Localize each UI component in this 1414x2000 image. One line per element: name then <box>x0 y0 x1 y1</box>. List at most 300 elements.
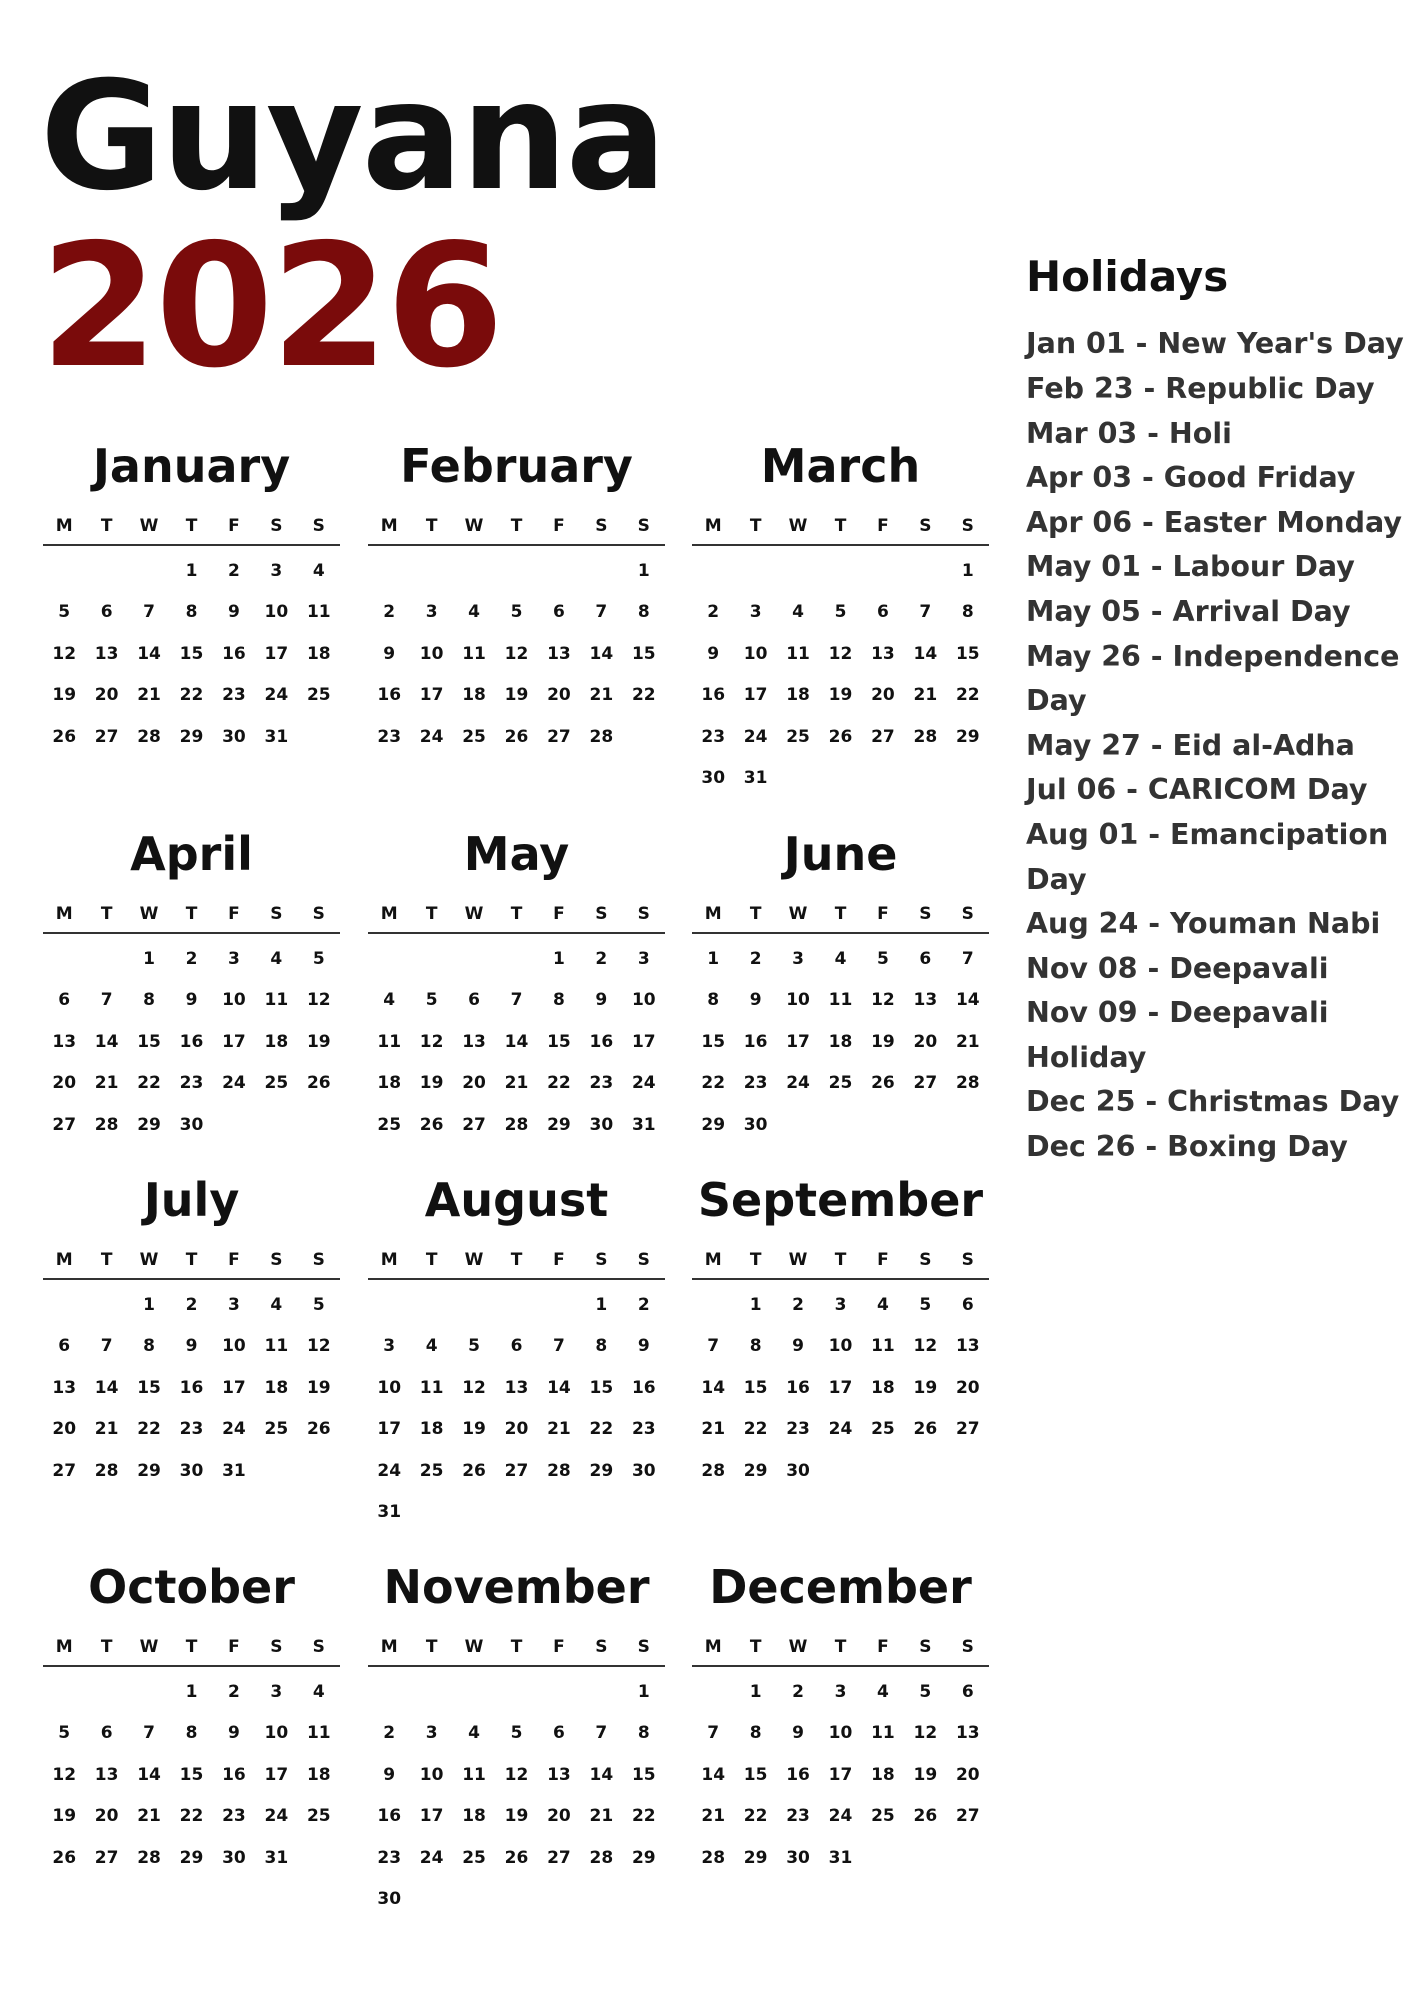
day-cell: 18 <box>462 1806 486 1827</box>
month-december <box>692 1557 989 1879</box>
day-cell: 13 <box>504 1377 529 1398</box>
day-cell: 26 <box>913 1806 938 1827</box>
day-cell: 26 <box>871 1073 895 1094</box>
weekday-header: T <box>100 1250 113 1270</box>
weekday-header-row <box>43 896 340 934</box>
month-october <box>43 1557 340 1879</box>
day-cell: 27 <box>547 726 571 747</box>
day-cell: 24 <box>419 726 444 747</box>
day-cell: 2 <box>228 560 240 581</box>
day-cell: 23 <box>222 1806 246 1827</box>
weekday-header: T <box>510 516 523 536</box>
day-cell: 18 <box>871 1377 895 1398</box>
weekday-header: M <box>380 1250 398 1270</box>
day-cell: 19 <box>871 1031 895 1052</box>
day-cell: 5 <box>425 990 438 1011</box>
day-cell: 9 <box>383 1764 396 1785</box>
day-cell: 22 <box>589 1419 614 1440</box>
day-cell: 16 <box>222 1764 246 1785</box>
day-cell: 18 <box>264 1031 289 1052</box>
day-cell: 7 <box>100 990 113 1011</box>
day-cell: 11 <box>306 1723 331 1744</box>
day-cell: 27 <box>52 1460 77 1481</box>
day-cell: 24 <box>419 1847 444 1868</box>
day-cell: 12 <box>504 643 529 664</box>
day-cell: 1 <box>961 560 974 581</box>
day-cell: 5 <box>919 1681 932 1702</box>
day-cell: 26 <box>306 1419 331 1440</box>
day-cell: 14 <box>589 643 614 664</box>
weekday-header: S <box>270 904 283 924</box>
day-cell: 29 <box>701 1114 726 1135</box>
day-cell: 12 <box>871 990 895 1011</box>
day-cell: 2 <box>595 948 608 969</box>
month-may <box>368 824 665 1146</box>
day-cell: 3 <box>749 602 762 623</box>
day-cell: 21 <box>701 1806 726 1827</box>
day-cell: 1 <box>595 1294 608 1315</box>
day-cell: 21 <box>137 685 161 706</box>
day-cell: 15 <box>631 1764 656 1785</box>
weekday-header: W <box>464 1637 484 1657</box>
day-cell: 6 <box>510 1336 523 1357</box>
day-cell: 6 <box>58 990 71 1011</box>
day-cell: 22 <box>631 685 656 706</box>
day-cell: 30 <box>222 1847 246 1868</box>
weekday-header: T <box>510 1250 523 1270</box>
day-cell: 30 <box>179 1114 204 1135</box>
day-cell: 9 <box>595 990 608 1011</box>
day-cell: 6 <box>468 990 480 1011</box>
day-cell: 31 <box>264 1847 289 1868</box>
day-cell: 7 <box>919 602 932 623</box>
day-cell: 14 <box>701 1377 726 1398</box>
month-name: January <box>92 439 291 493</box>
holiday-item: Feb 23 - Republic Day <box>1026 371 1375 405</box>
weekday-header: S <box>961 904 974 924</box>
day-cell: 19 <box>504 685 529 706</box>
weekday-header-row <box>692 1629 989 1667</box>
day-cell: 31 <box>377 1502 402 1523</box>
day-cell: 8 <box>143 1336 155 1357</box>
day-cell: 4 <box>468 1723 480 1744</box>
month-name: December <box>709 1560 972 1614</box>
day-cell: 23 <box>786 1419 810 1440</box>
month-name: August <box>424 1173 609 1227</box>
day-cell: 21 <box>504 1073 529 1094</box>
day-cell: 13 <box>547 1764 571 1785</box>
day-cell: 6 <box>877 602 889 623</box>
weekday-header-row <box>368 896 665 934</box>
day-cell: 4 <box>312 560 325 581</box>
day-cell: 23 <box>786 1806 810 1827</box>
day-cell: 26 <box>52 1847 77 1868</box>
month-name: September <box>697 1173 984 1227</box>
day-cell: 20 <box>871 685 895 706</box>
day-cell: 17 <box>828 1764 853 1785</box>
day-cell: 23 <box>701 726 726 747</box>
day-cell: 24 <box>631 1073 656 1094</box>
day-grid <box>43 938 340 1146</box>
day-cell: 23 <box>743 1073 768 1094</box>
month-february <box>368 436 665 758</box>
day-cell: 23 <box>377 726 402 747</box>
month-name: June <box>783 827 898 881</box>
weekday-header: T <box>834 1637 847 1657</box>
weekday-header: T <box>185 516 198 536</box>
day-cell: 29 <box>743 1460 768 1481</box>
day-cell: 5 <box>312 1294 325 1315</box>
weekday-header: W <box>139 1250 159 1270</box>
day-cell: 28 <box>701 1460 726 1481</box>
day-cell: 31 <box>264 726 289 747</box>
day-cell: 1 <box>749 1681 762 1702</box>
holiday-item: May 05 - Arrival Day <box>1026 594 1351 628</box>
day-cell: 2 <box>228 1681 240 1702</box>
day-cell: 22 <box>743 1419 768 1440</box>
day-cell: 22 <box>179 1806 204 1827</box>
holiday-item: Jul 06 - CARICOM Day <box>1026 773 1368 807</box>
day-cell: 4 <box>877 1681 889 1702</box>
day-cell: 26 <box>419 1114 444 1135</box>
day-cell: 9 <box>749 990 762 1011</box>
day-cell: 22 <box>955 685 980 706</box>
day-cell: 27 <box>94 1847 119 1868</box>
day-cell: 22 <box>179 685 204 706</box>
day-cell: 15 <box>701 1031 726 1052</box>
day-cell: 16 <box>377 685 402 706</box>
day-cell: 2 <box>637 1294 650 1315</box>
day-cell: 29 <box>179 1847 204 1868</box>
day-cell: 15 <box>547 1031 571 1052</box>
weekday-header-row <box>368 1242 665 1280</box>
day-cell: 18 <box>377 1073 402 1094</box>
day-cell: 24 <box>377 1460 402 1481</box>
day-cell: 14 <box>913 643 938 664</box>
weekday-header: W <box>464 516 484 536</box>
weekday-header: T <box>834 1250 847 1270</box>
day-cell: 29 <box>631 1847 656 1868</box>
holidays-title: Holidays <box>1026 252 1229 301</box>
day-cell: 6 <box>58 1336 71 1357</box>
day-cell: 11 <box>462 643 486 664</box>
day-cell: 10 <box>631 990 656 1011</box>
day-grid <box>43 1671 340 1879</box>
day-cell: 1 <box>185 1681 198 1702</box>
day-cell: 27 <box>871 726 895 747</box>
day-cell: 2 <box>383 1723 396 1744</box>
day-cell: 22 <box>137 1073 161 1094</box>
day-cell: 3 <box>228 1294 240 1315</box>
day-cell: 16 <box>179 1377 204 1398</box>
day-cell: 10 <box>828 1336 853 1357</box>
day-cell: 25 <box>871 1419 895 1440</box>
day-cell: 3 <box>383 1336 396 1357</box>
day-cell: 24 <box>264 685 289 706</box>
weekday-header: S <box>637 516 650 536</box>
day-cell: 10 <box>377 1377 402 1398</box>
day-grid <box>368 938 665 1146</box>
day-cell: 26 <box>828 726 853 747</box>
day-cell: 20 <box>52 1073 77 1094</box>
day-cell: 26 <box>913 1419 938 1440</box>
day-cell: 31 <box>828 1847 853 1868</box>
day-cell: 8 <box>749 1336 762 1357</box>
weekday-header-row <box>368 508 665 546</box>
day-cell: 10 <box>264 1723 289 1744</box>
weekday-header: T <box>185 1250 198 1270</box>
weekday-header: F <box>228 1637 240 1657</box>
day-cell: 20 <box>547 1806 571 1827</box>
day-cell: 20 <box>913 1031 938 1052</box>
weekday-header: T <box>749 904 762 924</box>
weekday-header: W <box>788 1250 808 1270</box>
day-cell: 13 <box>52 1377 77 1398</box>
day-cell: 23 <box>179 1073 204 1094</box>
weekday-header: S <box>312 516 325 536</box>
day-cell: 10 <box>264 602 289 623</box>
day-cell: 26 <box>52 726 77 747</box>
day-cell: 27 <box>462 1114 486 1135</box>
day-cell: 26 <box>504 1847 529 1868</box>
day-cell: 12 <box>52 1764 77 1785</box>
day-cell: 22 <box>547 1073 571 1094</box>
day-cell: 2 <box>185 1294 198 1315</box>
day-cell: 25 <box>828 1073 853 1094</box>
day-grid <box>692 938 989 1146</box>
day-cell: 6 <box>961 1294 974 1315</box>
day-cell: 27 <box>547 1847 571 1868</box>
day-cell: 27 <box>94 726 119 747</box>
day-cell: 21 <box>94 1073 119 1094</box>
day-cell: 30 <box>786 1847 810 1868</box>
day-cell: 1 <box>143 1294 155 1315</box>
day-cell: 19 <box>52 1806 77 1827</box>
day-cell: 3 <box>792 948 804 969</box>
day-cell: 3 <box>637 948 650 969</box>
weekday-header: M <box>380 904 398 924</box>
day-cell: 7 <box>143 602 155 623</box>
weekday-header-row <box>692 508 989 546</box>
day-cell: 13 <box>52 1031 77 1052</box>
day-cell: 27 <box>52 1114 77 1135</box>
day-cell: 29 <box>589 1460 614 1481</box>
weekday-header: T <box>100 516 113 536</box>
day-cell: 9 <box>228 602 240 623</box>
day-cell: 8 <box>749 1723 762 1744</box>
day-cell: 28 <box>913 726 938 747</box>
day-cell: 16 <box>631 1377 656 1398</box>
day-cell: 19 <box>504 1806 529 1827</box>
day-cell: 16 <box>743 1031 768 1052</box>
day-cell: 9 <box>792 1336 804 1357</box>
day-cell: 10 <box>419 643 444 664</box>
day-cell: 25 <box>377 1114 402 1135</box>
day-cell: 8 <box>961 602 974 623</box>
day-cell: 5 <box>919 1294 932 1315</box>
day-cell: 25 <box>462 1847 486 1868</box>
weekday-header-row <box>692 1242 989 1280</box>
weekday-header: F <box>228 516 240 536</box>
weekday-header: T <box>425 1637 438 1657</box>
day-cell: 11 <box>377 1031 402 1052</box>
weekday-header: T <box>749 516 762 536</box>
day-cell: 1 <box>707 948 720 969</box>
day-cell: 30 <box>377 1889 402 1910</box>
weekday-header: M <box>704 1250 722 1270</box>
day-cell: 21 <box>547 1419 571 1440</box>
weekday-header-row <box>692 896 989 934</box>
holidays-panel <box>1026 252 1414 1170</box>
day-cell: 3 <box>425 602 438 623</box>
day-cell: 16 <box>222 643 246 664</box>
day-cell: 8 <box>637 1723 650 1744</box>
day-cell: 14 <box>504 1031 529 1052</box>
day-cell: 12 <box>504 1764 529 1785</box>
holiday-item: Apr 06 - Easter Monday <box>1026 505 1402 539</box>
day-cell: 29 <box>743 1847 768 1868</box>
day-cell: 1 <box>637 1681 650 1702</box>
weekday-header: S <box>595 1250 608 1270</box>
day-cell: 28 <box>701 1847 726 1868</box>
day-cell: 22 <box>701 1073 726 1094</box>
day-grid <box>692 1284 989 1492</box>
month-march <box>692 436 989 799</box>
day-cell: 19 <box>306 1377 331 1398</box>
day-cell: 29 <box>137 1114 161 1135</box>
weekday-header: F <box>877 516 889 536</box>
day-cell: 20 <box>547 685 571 706</box>
day-cell: 13 <box>955 1723 980 1744</box>
day-cell: 25 <box>871 1806 895 1827</box>
day-cell: 18 <box>419 1419 444 1440</box>
month-august <box>368 1170 665 1533</box>
day-cell: 18 <box>828 1031 853 1052</box>
day-cell: 6 <box>553 602 565 623</box>
day-cell: 9 <box>228 1723 240 1744</box>
day-cell: 15 <box>631 643 656 664</box>
day-cell: 15 <box>589 1377 614 1398</box>
day-cell: 20 <box>94 1806 119 1827</box>
holiday-item: Aug 24 - Youman Nabi <box>1026 907 1381 941</box>
day-cell: 23 <box>377 1847 402 1868</box>
day-cell: 17 <box>419 685 444 706</box>
day-cell: 7 <box>553 1336 565 1357</box>
weekday-header-row <box>368 1629 665 1667</box>
weekday-header: W <box>139 516 159 536</box>
day-cell: 12 <box>462 1377 486 1398</box>
weekday-header: F <box>877 904 889 924</box>
weekday-header: W <box>139 1637 159 1657</box>
day-grid <box>692 1671 989 1879</box>
day-cell: 11 <box>306 602 331 623</box>
day-cell: 24 <box>786 1073 810 1094</box>
day-cell: 9 <box>185 990 198 1011</box>
holiday-item: Nov 08 - Deepavali <box>1026 951 1329 985</box>
day-cell: 23 <box>222 685 246 706</box>
month-name: February <box>400 439 633 493</box>
day-cell: 1 <box>143 948 155 969</box>
day-cell: 25 <box>264 1073 289 1094</box>
day-cell: 22 <box>743 1806 768 1827</box>
weekday-header: W <box>139 904 159 924</box>
day-cell: 28 <box>94 1114 119 1135</box>
day-cell: 5 <box>58 602 71 623</box>
day-cell: 21 <box>589 1806 614 1827</box>
day-cell: 26 <box>306 1073 331 1094</box>
day-cell: 25 <box>306 685 331 706</box>
weekday-header: F <box>228 904 240 924</box>
day-cell: 6 <box>919 948 932 969</box>
day-cell: 5 <box>312 948 325 969</box>
weekday-header: S <box>961 1250 974 1270</box>
day-cell: 19 <box>462 1419 486 1440</box>
page-title-country: Guyana <box>40 50 665 224</box>
day-cell: 11 <box>786 643 810 664</box>
weekday-header: S <box>270 1637 283 1657</box>
day-cell: 12 <box>419 1031 444 1052</box>
weekday-header: S <box>919 1250 932 1270</box>
day-cell: 29 <box>955 726 980 747</box>
day-cell: 8 <box>143 990 155 1011</box>
day-cell: 17 <box>264 1764 289 1785</box>
day-cell: 7 <box>143 1723 155 1744</box>
day-cell: 21 <box>589 685 614 706</box>
weekday-header: T <box>834 516 847 536</box>
day-cell: 7 <box>707 1336 720 1357</box>
weekday-header: W <box>788 904 808 924</box>
weekday-header: T <box>100 904 113 924</box>
day-cell: 21 <box>94 1419 119 1440</box>
day-cell: 30 <box>589 1114 614 1135</box>
day-cell: 17 <box>264 643 289 664</box>
weekday-header: M <box>55 1637 73 1657</box>
day-cell: 13 <box>94 643 119 664</box>
weekday-header: S <box>595 516 608 536</box>
day-cell: 25 <box>419 1460 444 1481</box>
day-cell: 7 <box>961 948 974 969</box>
day-cell: 27 <box>955 1419 980 1440</box>
day-cell: 11 <box>871 1336 895 1357</box>
day-cell: 30 <box>631 1460 656 1481</box>
day-cell: 26 <box>504 726 529 747</box>
weekday-header: S <box>595 1637 608 1657</box>
day-cell: 11 <box>264 1336 289 1357</box>
weekday-header: M <box>704 516 722 536</box>
holiday-item: Dec 25 - Christmas Day <box>1026 1085 1400 1119</box>
day-cell: 5 <box>510 1723 523 1744</box>
month-november <box>368 1557 665 1920</box>
day-cell: 29 <box>547 1114 571 1135</box>
month-july <box>43 1170 340 1492</box>
day-grid <box>368 550 665 758</box>
day-cell: 18 <box>462 685 486 706</box>
weekday-header: W <box>464 904 484 924</box>
day-cell: 28 <box>137 726 161 747</box>
day-cell: 3 <box>834 1294 847 1315</box>
day-cell: 21 <box>701 1419 726 1440</box>
day-cell: 25 <box>306 1806 331 1827</box>
day-cell: 9 <box>185 1336 198 1357</box>
day-cell: 22 <box>137 1419 161 1440</box>
day-cell: 16 <box>179 1031 204 1052</box>
day-cell: 19 <box>913 1764 938 1785</box>
weekday-header: F <box>228 1250 240 1270</box>
weekday-header: W <box>464 1250 484 1270</box>
day-grid <box>692 550 989 799</box>
day-cell: 19 <box>913 1377 938 1398</box>
weekday-header: S <box>312 1637 325 1657</box>
